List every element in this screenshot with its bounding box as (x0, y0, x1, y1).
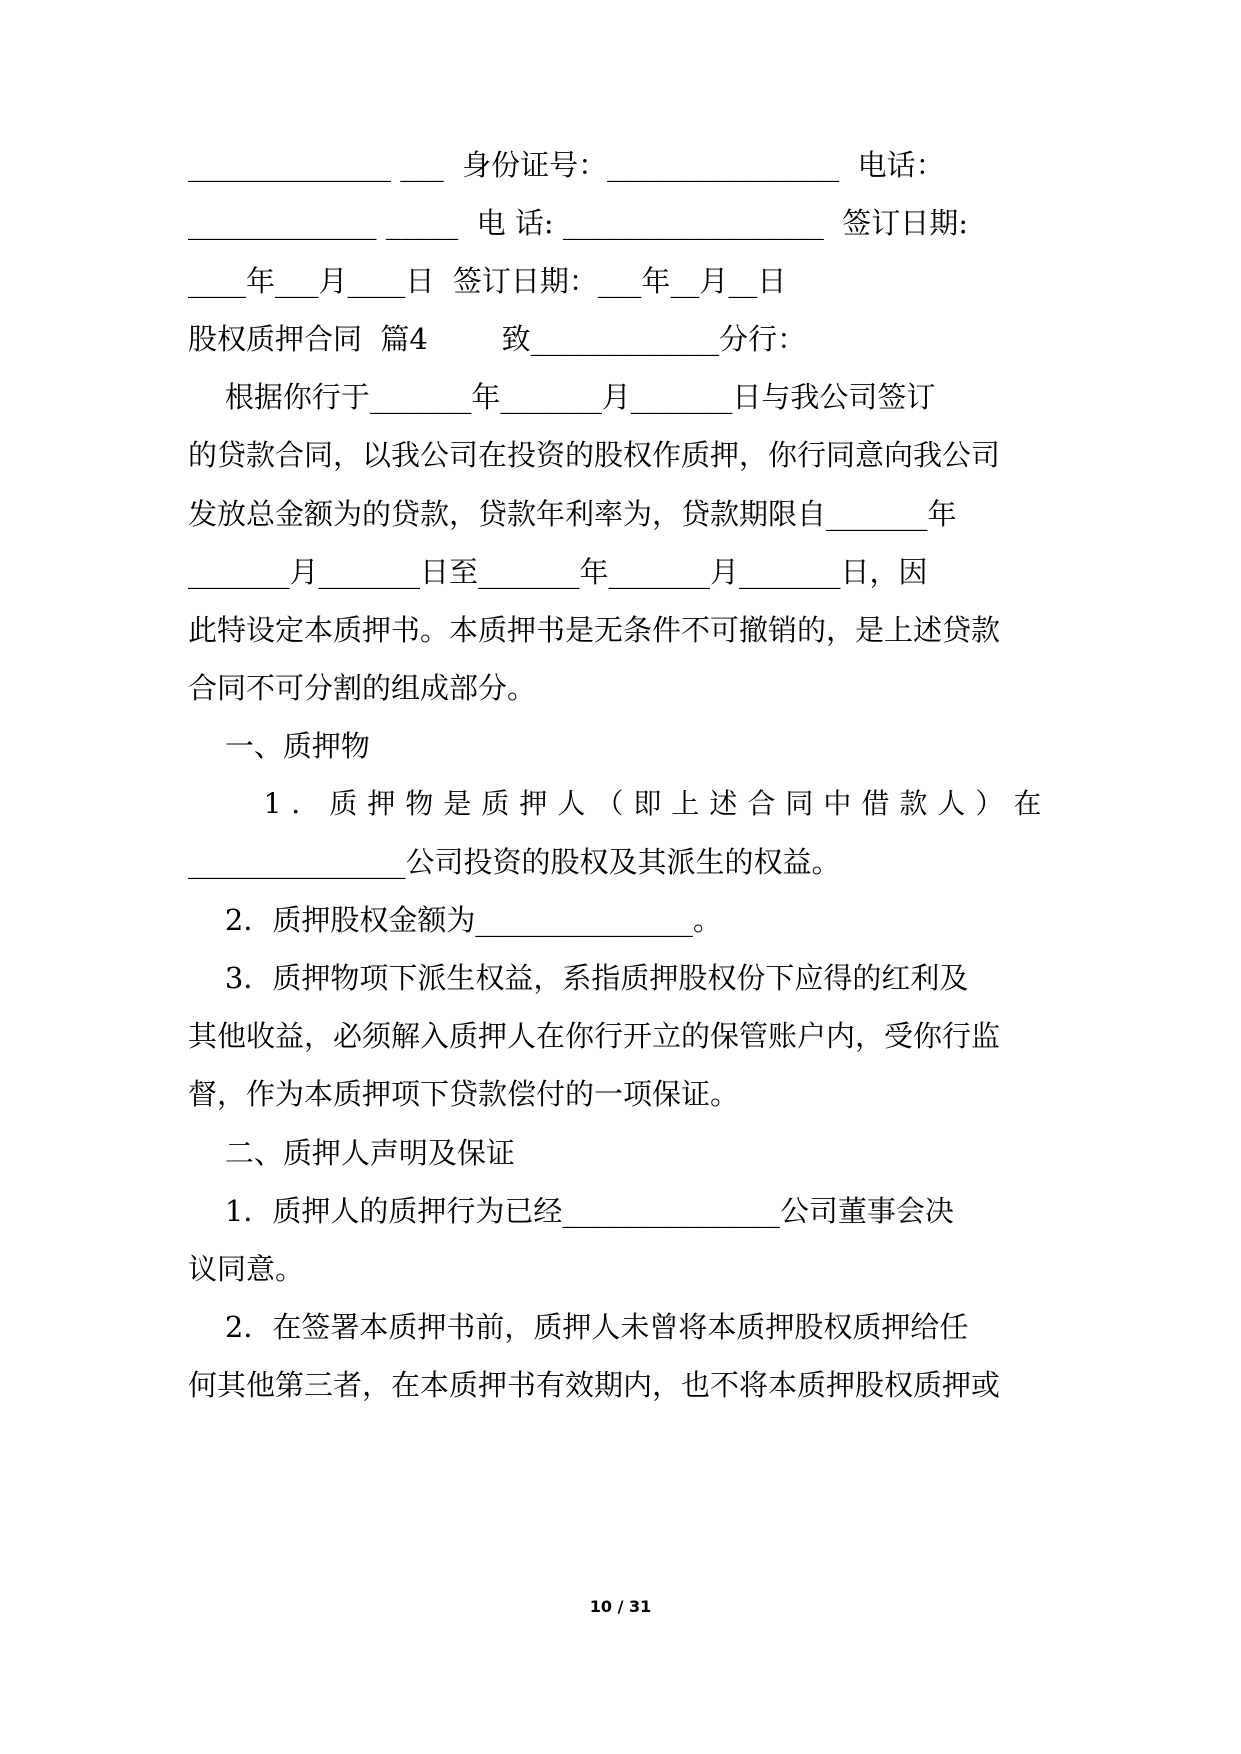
text-line: 此特设定本质押书。本质押书是无条件不可撤销的，是上述贷款 (188, 613, 1001, 647)
text-line: ____年___月____日 签订日期：___年__月__日 (188, 264, 787, 298)
text-line: 根据你行于_______年_______月_______日与我公司签订 (188, 380, 936, 414)
text-line: _____________ _____ 电 话: __________________ 签订日期: (188, 206, 969, 240)
text-line: 其他收益，必须解入质押人在你行开立的保管账户内，受你行监 (188, 1019, 1001, 1053)
text-line: 1．质押物是质押人（即上述合同中借款人）在 (188, 787, 1052, 820)
text-line: _______________公司投资的股权及其派生的权益。 (188, 845, 841, 879)
text-line: 的贷款合同，以我公司在投资的股权作质押，你行同意向我公司 (188, 438, 1001, 472)
text-line: 1．质押人的质押行为已经_______________公司董事会决 (188, 1194, 954, 1228)
text-line: 议同意。 (188, 1252, 305, 1286)
page-number: 10 / 31 (589, 1597, 652, 1616)
text-line: 3．质押物项下派生权益，系指质押股权份下应得的红利及 (188, 961, 969, 995)
clause-heading: 一、质押物 (188, 729, 370, 763)
text-line: ______________ ___ 身份证号：________________ 电话： (188, 148, 945, 182)
text-line: 2．质押股权金额为_______________。 (188, 903, 722, 937)
text-line: 合同不可分割的组成部分。 (188, 671, 537, 705)
text-line: 发放总金额为的贷款，贷款年利率为，贷款期限自_______年 (188, 497, 957, 531)
text-line: 2．在签署本质押书前，质押人未曾将本质押股权质押给任 (188, 1310, 969, 1344)
text-line: 督，作为本质押项下贷款偿付的一项保证。 (188, 1077, 740, 1111)
clause-heading: 二、质押人声明及保证 (188, 1136, 515, 1170)
text-line: _______月_______日至_______年_______月_______日，因 (188, 555, 928, 589)
text-line: 何其他第三者，在本质押书有效期内，也不将本质押股权质押或 (188, 1368, 1001, 1402)
section-heading: 股权质押合同 篇4 致_____________分行： (188, 322, 807, 356)
